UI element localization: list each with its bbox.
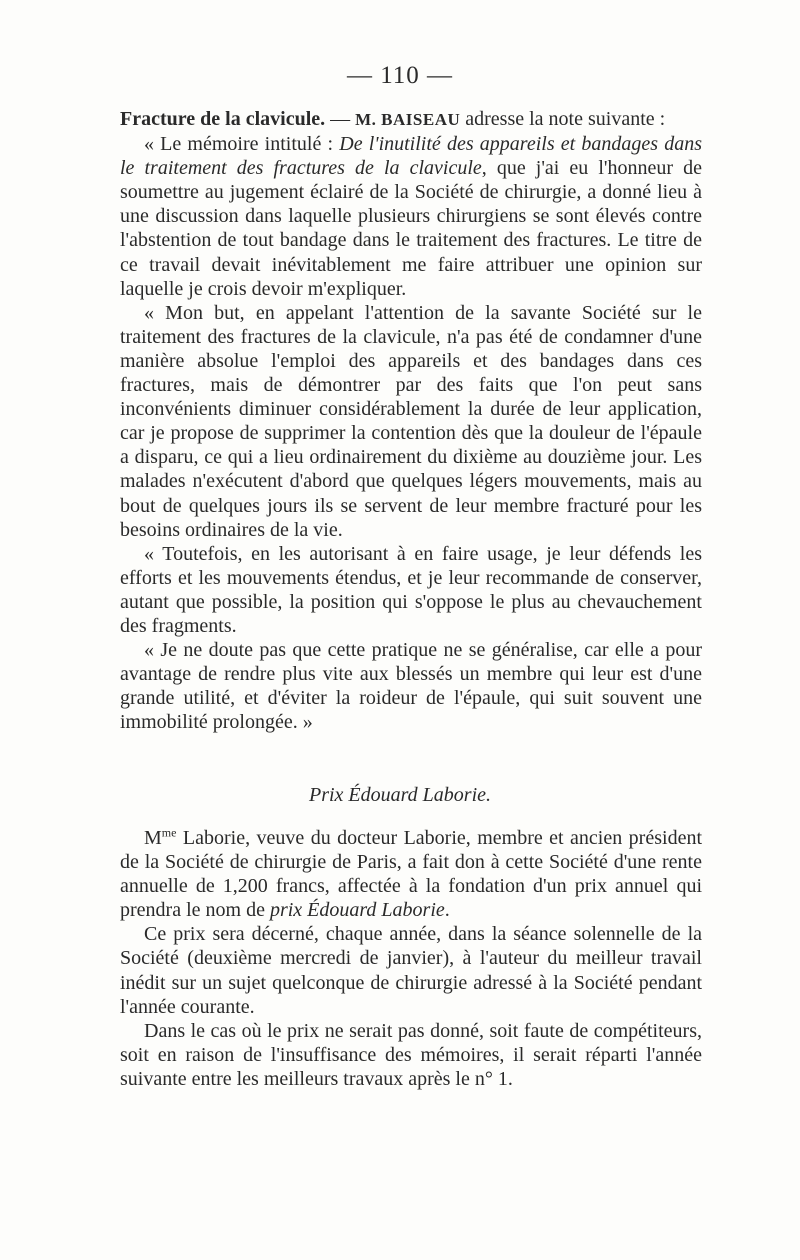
- article-intro: [120, 107, 702, 132]
- prize-paragraph-1-end: .: [444, 899, 450, 922]
- article-prix-laborie: [120, 826, 702, 1091]
- intro-text: adresse la note suivante :: [465, 108, 666, 130]
- prize-name: prix Édouard Laborie: [269, 899, 445, 922]
- paragraph-4: « Je ne doute pas que cette pratique ne se généralise, car elle a pour avantage de rendre plus vite aux blessés un membre qui leur est d'une grande utilité, et d'éviter la roideur de l'épaule, qui suit souvent une immobilité prolongée. »: [120, 639, 702, 734]
- prize-paragraph-3: Dans le cas où le prix ne serait pas donné, soit faute de compétiteurs, soit en raison de l'insuffisance des mémoires, il serait réparti l'année suivante entre les meilleurs travaux après le n° 1.: [120, 1019, 702, 1090]
- prize-paragraph-1-text: Laborie, veuve du docteur Laborie, membre et ancien président de la Société de chirurgie de Paris, a fait don à cette Société d'une rente annuelle de 1,200 francs, affectée à la fondation d'un prix annuel qui prendra le nom de: [120, 827, 702, 922]
- paragraph-3: « Toutefois, en les autorisant à en faire usage, je leur défends les efforts et les mouvements étendus, et je leur recommande de conserver, autant que possible, la position qui s'oppose le plus au chevauchement des fragments.: [120, 542, 702, 637]
- section-title-prix-laborie: Prix Édouard Laborie.: [308, 784, 492, 806]
- author-name: M. BAISEAU: [355, 110, 461, 129]
- article-fracture-clavicule: [120, 107, 702, 734]
- page-number: — 110 —: [346, 62, 454, 89]
- prize-paragraph-1: [120, 826, 702, 922]
- prize-paragraph-2: Ce prix sera décerné, chaque année, dans la séance solennelle de la Société (deuxième mercredi de janvier), à l'auteur du meilleur travail inédit sur un sujet quelconque de chirurgie adressé à la Société pendant l'année courante.: [120, 923, 702, 1018]
- title-dash: —: [330, 108, 351, 130]
- paragraph-1-rest: , que j'ai eu l'honneur de soumettre au jugement éclairé de la Société de chirurgie, a donné lieu à une discussion dans laquelle plusieurs chirurgiens se sont élevés contre l'abstention de tout bandage dans le traitement des fractures. Le titre de ce travail devait inévitablement me faire attribuer une opinion sur laquelle je crois devoir m'expliquer.: [120, 157, 702, 300]
- paragraph-1: [120, 132, 702, 301]
- memoir-title: De l'inutilité des appareils et bandages dans le traitement des fractures de la clavicule: [120, 133, 702, 180]
- madame-sup: me: [161, 825, 177, 840]
- paragraph-2: « Mon but, en appelant l'attention de la savante Société sur le traitement des fractures de la clavicule, n'a pas été de condamner d'une manière absolue l'emploi des appareils et des bandages dans ces fractures, mais de démontrer par des faits que l'on peut sans inconvénients diminuer considérablement la durée de leur application, car je propose de supprimer la contention dès que la douleur de l'épaule a disparu, ce qui a lieu ordinairement du dixième au douzième jour. Les malades n'exécutent d'abord que quelques légers mouvements, mais au bout de quelques jours ils se servent de leur membre fracturé pour les besoins ordinaires de la vie.: [120, 301, 702, 541]
- article-title: Fracture de la clavicule.: [120, 108, 326, 130]
- paragraph-1-open: « Le mémoire intitulé :: [144, 133, 340, 156]
- madame-m: M: [144, 827, 162, 849]
